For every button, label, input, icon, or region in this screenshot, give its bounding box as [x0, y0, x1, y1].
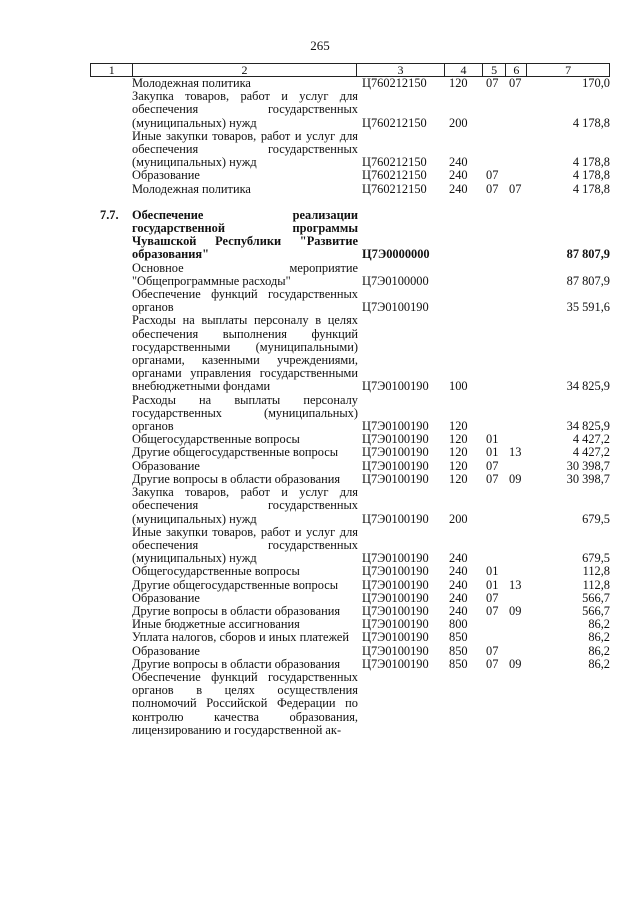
row-name: Закупка товаров, работ и услуг для обеспечения государственных (муниципальных) нужд [132, 89, 358, 130]
row-target-code: Ц7Э0100190 [362, 432, 429, 447]
row-amount: 679,5 [582, 511, 610, 526]
row-target-code: Ц7Э0000000 [362, 247, 430, 262]
row-name: Обеспечение функций государственных органов [132, 287, 358, 315]
row-name: Основное мероприятие "Общепрограммные расходы" [132, 260, 358, 288]
header-col-5: 5 [482, 64, 506, 77]
row-name: Уплата налогов, сборов и иных платежей [132, 630, 350, 645]
row-subsection: 09 [509, 656, 522, 671]
row-name: Образование [132, 590, 200, 605]
row-target-code: Ц7Э0100190 [362, 551, 429, 566]
row-target-code: Ц7Э0100190 [362, 419, 429, 434]
row-expense-type: 120 [449, 445, 468, 460]
row-expense-type: 240 [449, 564, 468, 579]
row-target-code: Ц7Э0100190 [362, 379, 429, 394]
row-spacer [90, 196, 610, 209]
row-name: Молодежная политика [132, 76, 251, 90]
table-row [90, 394, 610, 434]
row-name: Иные бюджетные ассигнования [132, 617, 300, 632]
table-row [90, 90, 610, 130]
row-subsection: 07 [509, 181, 522, 196]
row-expense-type: 240 [449, 181, 468, 196]
table-row [90, 183, 610, 196]
table-row [90, 565, 610, 578]
row-expense-type: 120 [449, 419, 468, 434]
row-name: Общегосударственные вопросы [132, 564, 300, 579]
row-amount: 35 591,6 [566, 300, 610, 315]
row-amount: 34 825,9 [566, 419, 610, 434]
table-row [90, 645, 610, 658]
row-subsection: 13 [509, 577, 522, 592]
row-amount: 86,2 [588, 630, 610, 645]
table-header [90, 63, 610, 77]
header-col-6: 6 [506, 64, 527, 77]
row-section: 07 [486, 603, 499, 618]
row-target-code: Ц7Э0100190 [362, 564, 429, 579]
row-section: 01 [486, 564, 499, 579]
row-target-code: Ц7Э0100190 [362, 300, 429, 315]
row-expense-type: 120 [449, 458, 468, 473]
header-col-3: 3 [356, 64, 445, 77]
row-section: 07 [486, 656, 499, 671]
row-amount: 4 427,2 [572, 432, 610, 447]
row-number: 7.7. [100, 207, 119, 222]
row-amount: 86,2 [588, 617, 610, 632]
row-name: Молодежная политика [132, 181, 251, 196]
row-target-code: Ц760212150 [362, 155, 427, 170]
row-target-code: Ц7Э0100190 [362, 445, 429, 460]
row-expense-type: 200 [449, 511, 468, 526]
row-name: Иные закупки товаров, работ и услуг для обеспечения государственных (муниципальных) нужд [132, 128, 358, 170]
row-amount: 4 178,8 [572, 155, 610, 170]
row-target-code: Ц7Э0100190 [362, 577, 429, 592]
row-section: 01 [486, 445, 499, 460]
table-row [90, 658, 610, 671]
row-target-code: Ц7Э0100190 [362, 656, 429, 671]
row-amount: 34 825,9 [566, 379, 610, 394]
row-amount: 566,7 [582, 603, 610, 618]
table-row [90, 262, 610, 288]
table-row [90, 446, 610, 459]
table-row [90, 130, 610, 170]
row-subsection: 09 [509, 471, 522, 486]
row-name: Обеспечение функций государственных органов в целях осуществления полномочий Российской Федерации по контролю качества образования, лицензированию и государственной ак- [132, 669, 358, 737]
row-name: Общегосударственные вопросы [132, 432, 300, 447]
row-expense-type: 100 [449, 379, 468, 394]
row-name: Другие общегосударственные вопросы [132, 577, 339, 592]
row-expense-type: 850 [449, 630, 468, 645]
table-row [90, 592, 610, 605]
row-section: 07 [486, 181, 499, 196]
row-amount: 87 807,9 [566, 273, 610, 288]
row-target-code: Ц7Э0100190 [362, 617, 429, 632]
row-expense-type: 240 [449, 590, 468, 605]
table-row [90, 526, 610, 566]
row-expense-type: 850 [449, 643, 468, 658]
row-section: 07 [486, 76, 499, 90]
row-target-code: Ц7Э0100190 [362, 630, 429, 645]
row-amount: 87 807,9 [566, 247, 610, 262]
row-name: Закупка товаров, работ и услуг для обеспечения государственных (муниципальных) нужд [132, 485, 358, 526]
row-target-code: Ц7Э0100190 [362, 458, 429, 473]
header-col-2: 2 [133, 64, 356, 77]
table-row [90, 486, 610, 526]
row-target-code: Ц760212150 [362, 181, 427, 196]
row-target-code: Ц760212150 [362, 76, 427, 90]
row-target-code: Ц7Э0100190 [362, 603, 429, 618]
row-expense-type: 240 [449, 168, 468, 183]
header-col-7: 7 [527, 64, 610, 77]
row-target-code: Ц7Э0100000 [362, 273, 429, 288]
row-amount: 4 178,8 [572, 181, 610, 196]
row-name: Расходы на выплаты персоналу государственных (муниципальных) органов [132, 392, 358, 434]
row-name: Образование [132, 643, 200, 658]
row-name: Иные закупки товаров, работ и услуг для обеспечения государственных (муниципальных) нужд [132, 524, 358, 566]
row-name: Обеспечение реализации государственной программы Чувашской Республики "Развитие образования" [132, 207, 358, 262]
row-name: Расходы на выплаты персоналу в целях обеспечения выполнения функций государственными (муниципальными) органами, казенными учреждениями, органами управления государственными внебюджетными фондами [132, 313, 358, 394]
row-expense-type: 240 [449, 155, 468, 170]
row-expense-type: 120 [449, 471, 468, 486]
table-row [90, 579, 610, 592]
row-amount: 4 178,8 [572, 115, 610, 130]
table-row [90, 314, 610, 393]
row-target-code: Ц7Э0100190 [362, 643, 429, 658]
row-expense-type: 240 [449, 603, 468, 618]
row-target-code: Ц7Э0100190 [362, 590, 429, 605]
row-amount: 30 398,7 [566, 458, 610, 473]
row-expense-type: 240 [449, 577, 468, 592]
table-row [90, 209, 610, 262]
row-expense-type: 800 [449, 617, 468, 632]
header-col-4: 4 [445, 64, 482, 77]
table-row [90, 288, 610, 314]
row-amount: 4 178,8 [572, 168, 610, 183]
row-subsection: 13 [509, 445, 522, 460]
row-amount: 86,2 [588, 643, 610, 658]
row-name: Другие вопросы в области образования [132, 656, 341, 671]
row-section: 07 [486, 590, 499, 605]
row-subsection: 07 [509, 76, 522, 90]
row-expense-type: 850 [449, 656, 468, 671]
row-name: Образование [132, 458, 200, 473]
row-section: 07 [486, 471, 499, 486]
row-amount: 679,5 [582, 551, 610, 566]
table-row [90, 169, 610, 182]
row-section: 07 [486, 643, 499, 658]
row-amount: 86,2 [588, 656, 610, 671]
row-expense-type: 120 [449, 432, 468, 447]
row-target-code: Ц760212150 [362, 115, 427, 130]
row-section: 07 [486, 168, 499, 183]
row-name: Другие общегосударственные вопросы [132, 445, 339, 460]
table-row [90, 631, 610, 644]
row-target-code: Ц7Э0100190 [362, 511, 429, 526]
row-amount: 112,8 [582, 577, 610, 592]
row-expense-type: 200 [449, 115, 468, 130]
table-row [90, 671, 610, 737]
row-amount: 4 427,2 [572, 445, 610, 460]
row-section: 07 [486, 458, 499, 473]
row-amount: 30 398,7 [566, 471, 610, 486]
row-expense-type: 120 [449, 76, 468, 90]
row-target-code: Ц7Э0100190 [362, 471, 429, 486]
budget-table-body [90, 77, 610, 737]
header-col-1: 1 [91, 64, 133, 77]
row-name: Другие вопросы в области образования [132, 471, 341, 486]
row-amount: 170,0 [582, 76, 610, 90]
row-amount: 566,7 [582, 590, 610, 605]
row-target-code: Ц760212150 [362, 168, 427, 183]
page-number: 265 [310, 38, 330, 53]
table-row [90, 460, 610, 473]
row-name: Образование [132, 168, 200, 183]
row-section: 01 [486, 432, 499, 447]
row-expense-type: 240 [449, 551, 468, 566]
row-subsection: 09 [509, 603, 522, 618]
row-amount: 112,8 [582, 564, 610, 579]
row-name: Другие вопросы в области образования [132, 603, 341, 618]
row-section: 01 [486, 577, 499, 592]
